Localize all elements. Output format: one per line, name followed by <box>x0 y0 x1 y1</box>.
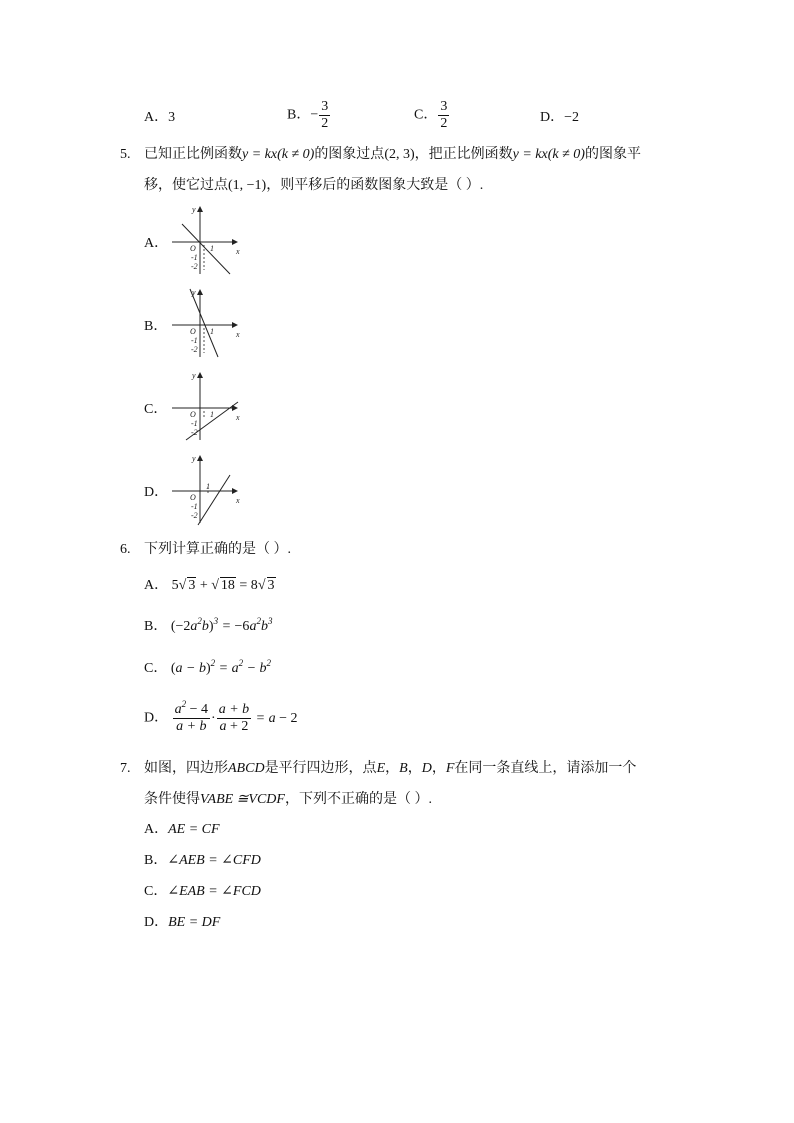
q6-option-d-label: D． <box>144 710 169 726</box>
q4-option-a <box>144 109 175 127</box>
q7-option-c-expr: ∠EAB = ∠FCD <box>167 884 261 899</box>
q4-option-b-label: B． <box>287 107 311 123</box>
q5-graph-c-tick-m1: -1 <box>191 419 198 428</box>
q5-text-5: 移，使它过点 <box>144 178 228 193</box>
q5-graph-d-tick-1: 1 <box>206 482 210 491</box>
q5-point-1: (2, 3) <box>384 147 415 162</box>
q5-text-2: 的图象过点 <box>314 147 385 162</box>
q7-option-d-expr: BE = DF <box>168 915 221 930</box>
q6-option-d <box>144 699 298 735</box>
q7-congruence: VABE ≅VCDF <box>200 792 285 807</box>
q6-option-c-expr: $(a - b)^2 = a^2 - b^2$ <box>170 658 272 676</box>
q5-graph-d-tick-m1: -1 <box>191 502 198 511</box>
q6-option-b-expr: $(-2a^2b)^3 = -6a^2b^3$ <box>170 616 273 634</box>
q5-graph-b-y-label: y <box>192 288 196 297</box>
q5-stem-line2 <box>144 177 483 195</box>
q7-text-4: 条件使得 <box>144 792 200 807</box>
q5-option-a-label: A． <box>144 236 169 251</box>
q5-point-2: (1, −1) <box>228 178 267 193</box>
q7-option-b-expr: ∠AEB = ∠CFD <box>167 853 261 868</box>
q5-text-4: 的图象平 <box>584 147 641 162</box>
q5-graph-a-origin: O <box>190 244 196 253</box>
q5-graph-d-y-label: y <box>192 454 196 463</box>
q5-number: 5. <box>120 147 131 162</box>
q7-option-a-expr: AE = CF <box>168 822 220 837</box>
q7-option-c <box>144 883 261 901</box>
q4-option-c-label: C． <box>414 107 438 123</box>
q5-option-d-label: D． <box>144 485 169 500</box>
q5-graph-d <box>168 451 248 527</box>
q5-text-6: ，则平移后的函数图象大致是（ ）. <box>266 178 484 193</box>
q5-graph-b-origin: O <box>190 327 196 336</box>
q6-option-a-expr: 5√ 3 + √ 18 = 8√ 3 <box>171 578 275 593</box>
q5-graph-c-origin: O <box>190 410 196 419</box>
q5-graph-b-tick-1: 1 <box>210 327 214 336</box>
q5-stem-line1 <box>144 146 641 164</box>
q5-graph-c-tick-1: 1 <box>210 410 214 419</box>
q7-option-a <box>144 821 220 839</box>
q4-option-d <box>540 109 579 127</box>
q4-option-c-denominator: 2 <box>440 116 448 131</box>
q7-text-3: 在同一条直线上，请添加一个 <box>454 761 637 776</box>
q7-option-c-label: C． <box>144 884 168 899</box>
q7-text-1: 如图，四边形 <box>144 761 228 776</box>
q6-option-c-label: C． <box>144 661 168 676</box>
q7-abcd: ABCD <box>228 761 265 776</box>
q7-point-f: F <box>445 761 455 776</box>
q7-point-b: B <box>399 761 408 776</box>
q5-graph-c-x-label: x <box>236 413 240 422</box>
q4-option-c-numerator: 3 <box>440 99 448 114</box>
q4-option-b-sign: − <box>310 107 319 123</box>
q4-option-a-value: 3 <box>168 110 176 125</box>
q7-text-2: 是平行四边形，点 <box>264 761 377 776</box>
q4-option-b <box>287 99 331 132</box>
q7-point-d: D <box>421 761 432 776</box>
q6-option-a <box>144 577 276 595</box>
q7-text-5: ，下列不正确的是（ ）. <box>284 792 432 807</box>
q5-graph-a-y-label: y <box>192 205 196 214</box>
q6-stem: 下列计算正确的是（ ）. <box>144 542 291 557</box>
q5-graph-b-x-label: x <box>236 330 240 339</box>
q7-number: 7. <box>120 761 131 776</box>
q5-graph-a-tick-m2: -2 <box>191 262 198 271</box>
q5-graph-c <box>168 368 248 444</box>
q6-option-c <box>144 660 271 678</box>
q7-stem-line1: 如图，四边形ABCD是平行四边形，点E，B，D，F在同一条直线上，请添加一个 <box>144 761 637 776</box>
q4-option-c <box>414 99 450 132</box>
q5-graph-c-tick-m2: -2 <box>191 428 198 437</box>
q4-option-b-fraction <box>319 99 330 132</box>
q5-formula-2: y = kx(k ≠ 0) <box>512 147 585 162</box>
q6-number: 6. <box>120 542 131 557</box>
q6-option-a-label: A． <box>144 578 169 593</box>
q5-option-c-label: C． <box>144 402 168 417</box>
q7-option-a-label: A． <box>144 822 169 837</box>
q5-graph-d-origin: O <box>190 493 196 502</box>
q7-option-d <box>144 914 220 932</box>
q5-graph-b <box>168 285 248 361</box>
q5-formula-1: y = kx(k ≠ 0) <box>242 147 315 162</box>
q7-option-b <box>144 852 261 870</box>
q7-stem-line2 <box>144 791 432 809</box>
q7-option-b-label: B． <box>144 853 168 868</box>
q5-graph-d-tick-m2: -2 <box>191 511 198 520</box>
q6-option-b <box>144 618 272 636</box>
q4-option-c-fraction <box>438 99 449 132</box>
q5-option-b-label: B． <box>144 319 168 334</box>
q5-graph-b-tick-m1: -1 <box>191 336 198 345</box>
q5-graph-a <box>168 202 248 278</box>
q7-option-d-label: D． <box>144 915 169 930</box>
q5-graph-a-x-label: x <box>236 247 240 256</box>
q5-graph-a-tick-1: 1 <box>210 244 214 253</box>
q5-text-3: ，把正比例函数 <box>414 147 513 162</box>
q4-option-d-value: −2 <box>564 110 580 125</box>
q4-option-b-numerator: 3 <box>321 99 329 114</box>
q6-option-d-expr: $\frac{a^2 - 4}{a + b}$ · $\frac{a + b}{a + 2}$ = a − 2 <box>174 699 298 734</box>
q4-option-a-label: A． <box>144 110 169 125</box>
q4-option-d-label: D． <box>540 110 565 125</box>
q5-graph-d-x-label: x <box>236 496 240 505</box>
q5-graph-c-y-label: y <box>192 371 196 380</box>
q5-graph-b-tick-m2: -2 <box>191 345 198 354</box>
q5-graph-a-tick-m1: -1 <box>191 253 198 262</box>
q4-option-b-denominator: 2 <box>321 116 329 131</box>
q6-option-b-label: B． <box>144 619 168 634</box>
q5-text-1: 已知正比例函数 <box>144 147 242 162</box>
q7-point-e: E <box>376 761 386 776</box>
